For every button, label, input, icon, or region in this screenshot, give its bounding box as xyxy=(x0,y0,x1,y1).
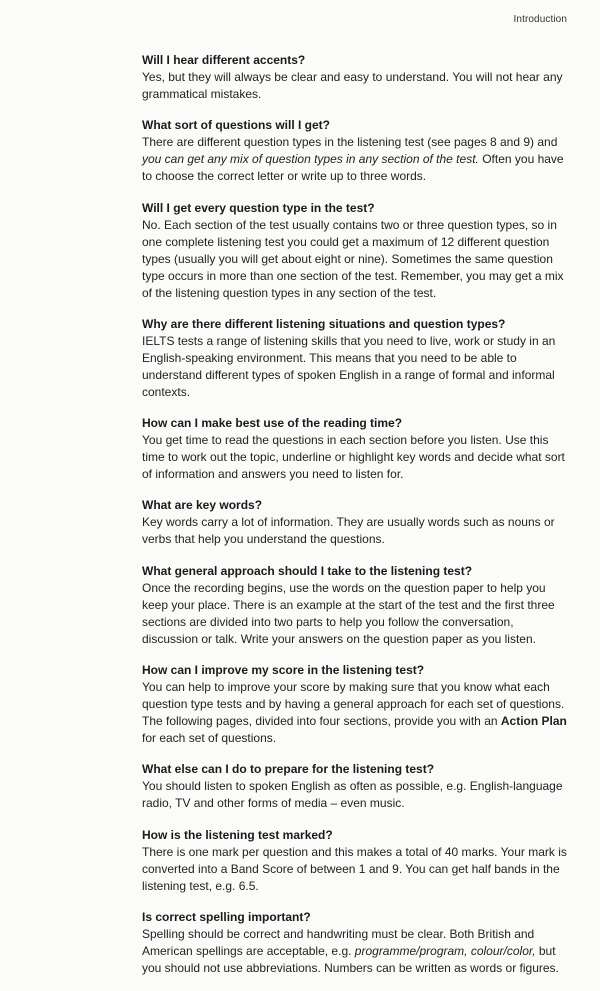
faq-question: Why are there different listening situations and question types? xyxy=(142,316,506,331)
faq-answer xyxy=(142,926,572,977)
faq-question: What are key words? xyxy=(142,498,263,513)
faq-item xyxy=(142,662,572,747)
faq-item xyxy=(142,563,572,648)
faq-answer xyxy=(142,778,572,812)
faq-answer xyxy=(142,69,572,103)
answer-italic-text: programme/program, colour/color, xyxy=(354,943,536,958)
answer-text: for each set of questions. xyxy=(142,731,277,746)
answer-bold-text: Action Plan xyxy=(500,714,567,729)
faq-answer xyxy=(142,679,572,747)
faq-answer xyxy=(142,432,572,483)
answer-text: Yes, but they will always be clear and easy to understand. You will not hear any grammatical mistakes. xyxy=(142,70,563,101)
faq-question: How is the listening test marked? xyxy=(142,827,333,842)
faq-item xyxy=(142,52,572,103)
answer-text: Often you have to choose the correct letter or write up to three words. xyxy=(142,152,564,184)
faq-question: What sort of questions will I get? xyxy=(142,118,330,133)
faq-item xyxy=(142,909,572,977)
faq-answer xyxy=(142,134,572,185)
faq-item xyxy=(142,316,572,401)
answer-text: No. Each section of the test usually contains two or three question types, so in one complete listening test you could get a maximum of 12 different question types (usually you will get about eight or nine). Sometimes the same question type occurs in more than one section of the test. Remember, you may get a mix of the listening question types in any section of the test. xyxy=(142,217,564,300)
faq-question: Will I hear different accents? xyxy=(142,53,306,67)
answer-text: You get time to read the questions in each section before you listen. Use this time to work out the topic, underline or highlight key words and decide what sort of information and answers you need to listen for. xyxy=(142,433,565,482)
answer-text: but you should not use abbreviations. Numbers can be written as words or figures. xyxy=(142,943,559,975)
faq-question: Will I get every question type in the test? xyxy=(142,200,375,215)
faq-answer xyxy=(142,514,572,548)
faq-question: How can I make best use of the reading time? xyxy=(142,416,403,431)
faq-item xyxy=(142,827,572,895)
faq-item xyxy=(142,497,572,548)
answer-text: You should listen to spoken English as often as possible, e.g. English-language radio, TV and other forms of media – even music. xyxy=(142,779,563,811)
faq-answer xyxy=(142,844,572,895)
answer-text: There is one mark per question and this makes a total of 40 marks. Your mark is converted into a Band Score of between 1 and 9. You can get half bands in the listening test, e.g. 6.5. xyxy=(142,844,567,893)
faq-answer xyxy=(142,580,572,648)
faq-question: Is correct spelling important? xyxy=(142,909,311,924)
faq-item xyxy=(142,117,572,185)
answer-text: Once the recording begins, use the words on the question paper to help you keep your place. There is an example at the start of the test and the first three sections are divided into two parts to help you follow the conversation, discussion or talk. Write your answers on the question paper as you listen. xyxy=(142,580,555,646)
answer-text: Key words carry a lot of information. They are usually words such as nouns or verbs that help you understand the questions. xyxy=(142,515,555,547)
running-head: Introduction xyxy=(513,14,567,25)
answer-text: You can help to improve your score by making sure that you know what each question type tests and by having a general approach for each set of questions. The following pages, divided into four sections, provide you with an xyxy=(142,680,565,729)
answer-italic-text: you can get any mix of question types in any section of the test. xyxy=(142,152,479,167)
answer-text: There are different question types in the listening test (see pages 8 and 9) and xyxy=(142,135,558,150)
faq-answer xyxy=(142,217,572,302)
answer-text: Spelling should be correct and handwriting must be clear. Both British and American spellings are acceptable, e.g. xyxy=(142,926,535,958)
faq-answer xyxy=(142,333,572,401)
faq-question: How can I improve my score in the listening test? xyxy=(142,663,425,678)
faq-question: What general approach should I take to the listening test? xyxy=(142,563,473,578)
faq-question: What else can I do to prepare for the listening test? xyxy=(142,762,435,777)
faq-item xyxy=(142,415,572,483)
faq-item xyxy=(142,761,572,812)
answer-text: IELTS tests a range of listening skills that you need to live, work or study in an English-speaking environment. This means that you need to be able to understand different types of spoken English in a range of formal and informal contexts. xyxy=(142,333,556,399)
faq-list xyxy=(142,52,572,991)
faq-item xyxy=(142,200,572,302)
